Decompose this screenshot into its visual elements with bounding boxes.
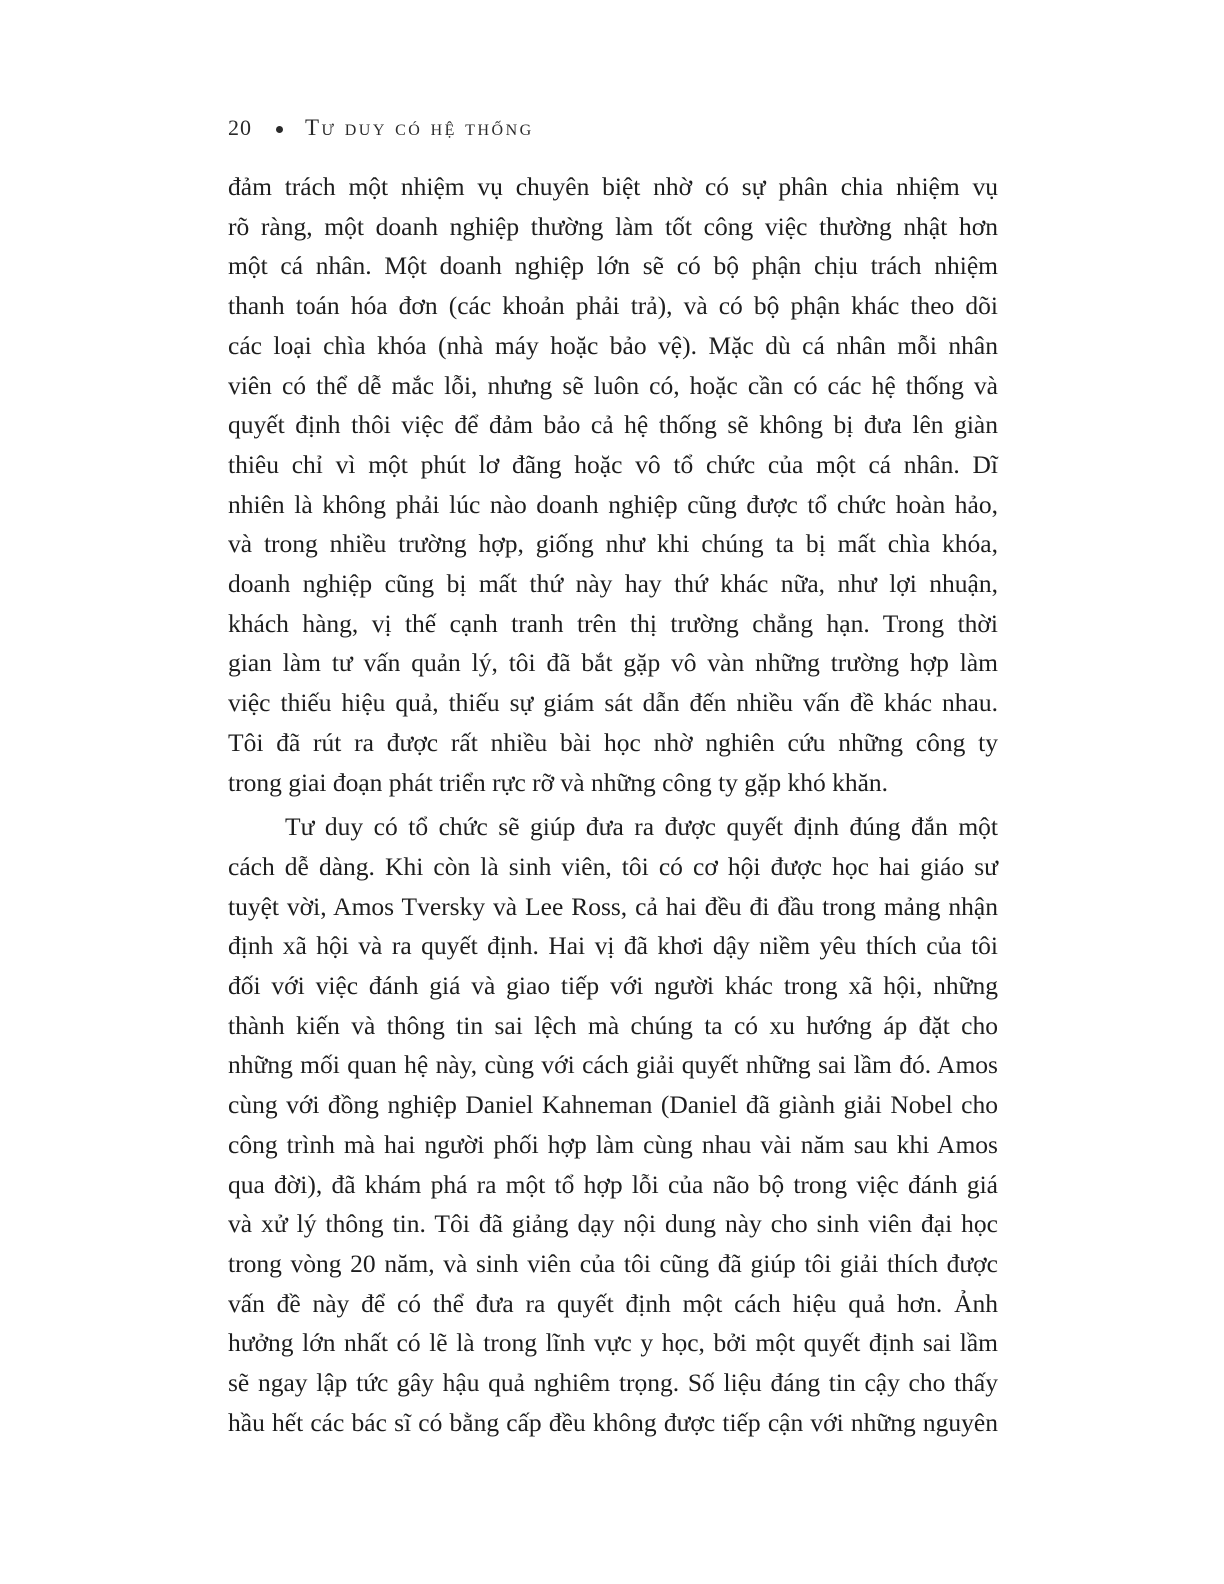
text-line: việc thiếu hiệu quả, thiếu sự giám sát dẫn đến nhiều vấn đề khác nhau. <box>228 688 998 718</box>
text-line: các loại chìa khóa (nhà máy hoặc bảo vệ). Mặc dù cá nhân mỗi nhân <box>228 330 998 360</box>
page-number: 20 <box>228 115 252 140</box>
text-line: viên có thể dễ mắc lỗi, nhưng sẽ luôn có, hoặc cần có các hệ thống và <box>228 370 998 400</box>
text-line: vấn đề này để có thể đưa ra quyết định một cách hiệu quả hơn. Ảnh <box>228 1288 998 1318</box>
text-line: gian làm tư vấn quản lý, tôi đã bắt gặp vô vàn những trường hợp làm <box>228 648 998 678</box>
text-line: nhiên là không phải lúc nào doanh nghiệp cũng được tổ chức hoàn hảo, <box>228 489 998 519</box>
text-line: thanh toán hóa đơn (các khoản phải trả), và có bộ phận khác theo dõi <box>228 291 998 321</box>
running-header <box>228 108 534 148</box>
text-line: đảm trách một nhiệm vụ chuyên biệt nhờ có sự phân chia nhiệm vụ <box>228 172 998 201</box>
text-line: những mối quan hệ này, cùng với cách giải quyết những sai lầm đó. Amos <box>228 1050 998 1080</box>
text-line: định xã hội và ra quyết định. Hai vị đã khơi dậy niềm yêu thích của tôi <box>228 931 998 961</box>
paragraph-1 <box>228 167 998 802</box>
text-line: cùng với đồng nghiệp Daniel Kahneman (Daniel đã giành giải Nobel cho <box>228 1090 998 1120</box>
text-line: sẽ ngay lập tức gây hậu quả nghiêm trọng. Số liệu đáng tin cậy cho thấy <box>228 1368 998 1398</box>
text-line: quyết định thôi việc để đảm bảo cả hệ thống sẽ không bị đưa lên giàn <box>228 410 998 440</box>
book-title: Tư duy có hệ thống <box>305 115 534 140</box>
paragraph-2 <box>228 807 998 1442</box>
body-text <box>228 167 998 1443</box>
text-line: và xử lý thông tin. Tôi đã giảng dạy nội dung này cho sinh viên đại học <box>228 1209 998 1239</box>
text-line: đối với việc đánh giá và giao tiếp với người khác trong xã hội, những <box>228 971 998 1001</box>
text-line: thành kiến và thông tin sai lệch mà chúng ta có xu hướng áp đặt cho <box>228 1010 998 1040</box>
text-line: khách hàng, vị thế cạnh tranh trên thị trường chẳng hạn. Trong thời <box>228 608 998 638</box>
text-line: Tư duy có tổ chức sẽ giúp đưa ra được quyết định đúng đắn một <box>285 812 998 842</box>
bullet-separator-icon <box>276 126 283 133</box>
text-line: hưởng lớn nhất có lẽ là trong lĩnh vực y học, bởi một quyết định sai lầm <box>228 1328 998 1358</box>
text-line: hầu hết các bác sĩ có bằng cấp đều không được tiếp cận với những nguyên <box>228 1407 998 1437</box>
text-line: thiêu chỉ vì một phút lơ đãng hoặc vô tổ chức của một cá nhân. Dĩ <box>228 449 998 479</box>
text-line: rõ ràng, một doanh nghiệp thường làm tốt công việc thường nhật hơn <box>228 211 998 241</box>
text-line: tuyệt vời, Amos Tversky và Lee Ross, cả hai đều đi đầu trong mảng nhận <box>228 891 998 921</box>
text-line: và trong nhiều trường hợp, giống như khi chúng ta bị mất chìa khóa, <box>228 529 998 559</box>
text-line: Tôi đã rút ra được rất nhiều bài học nhờ nghiên cứu những công ty <box>228 727 998 757</box>
text-line: doanh nghiệp cũng bị mất thứ này hay thứ khác nữa, như lợi nhuận, <box>228 569 998 599</box>
text-line: cách dễ dàng. Khi còn là sinh viên, tôi có cơ hội được học hai giáo sư <box>228 851 998 881</box>
text-line: trong vòng 20 năm, và sinh viên của tôi cũng đã giúp tôi giải thích được <box>228 1248 998 1278</box>
text-line: qua đời), đã khám phá ra một tổ hợp lỗi của não bộ trong việc đánh giá <box>228 1169 998 1199</box>
text-line: công trình mà hai người phối hợp làm cùng nhau vài năm sau khi Amos <box>228 1129 998 1159</box>
text-line: trong giai đoạn phát triển rực rỡ và những công ty gặp khó khăn. <box>228 767 889 797</box>
text-line: một cá nhân. Một doanh nghiệp lớn sẽ có bộ phận chịu trách nhiệm <box>228 251 998 281</box>
